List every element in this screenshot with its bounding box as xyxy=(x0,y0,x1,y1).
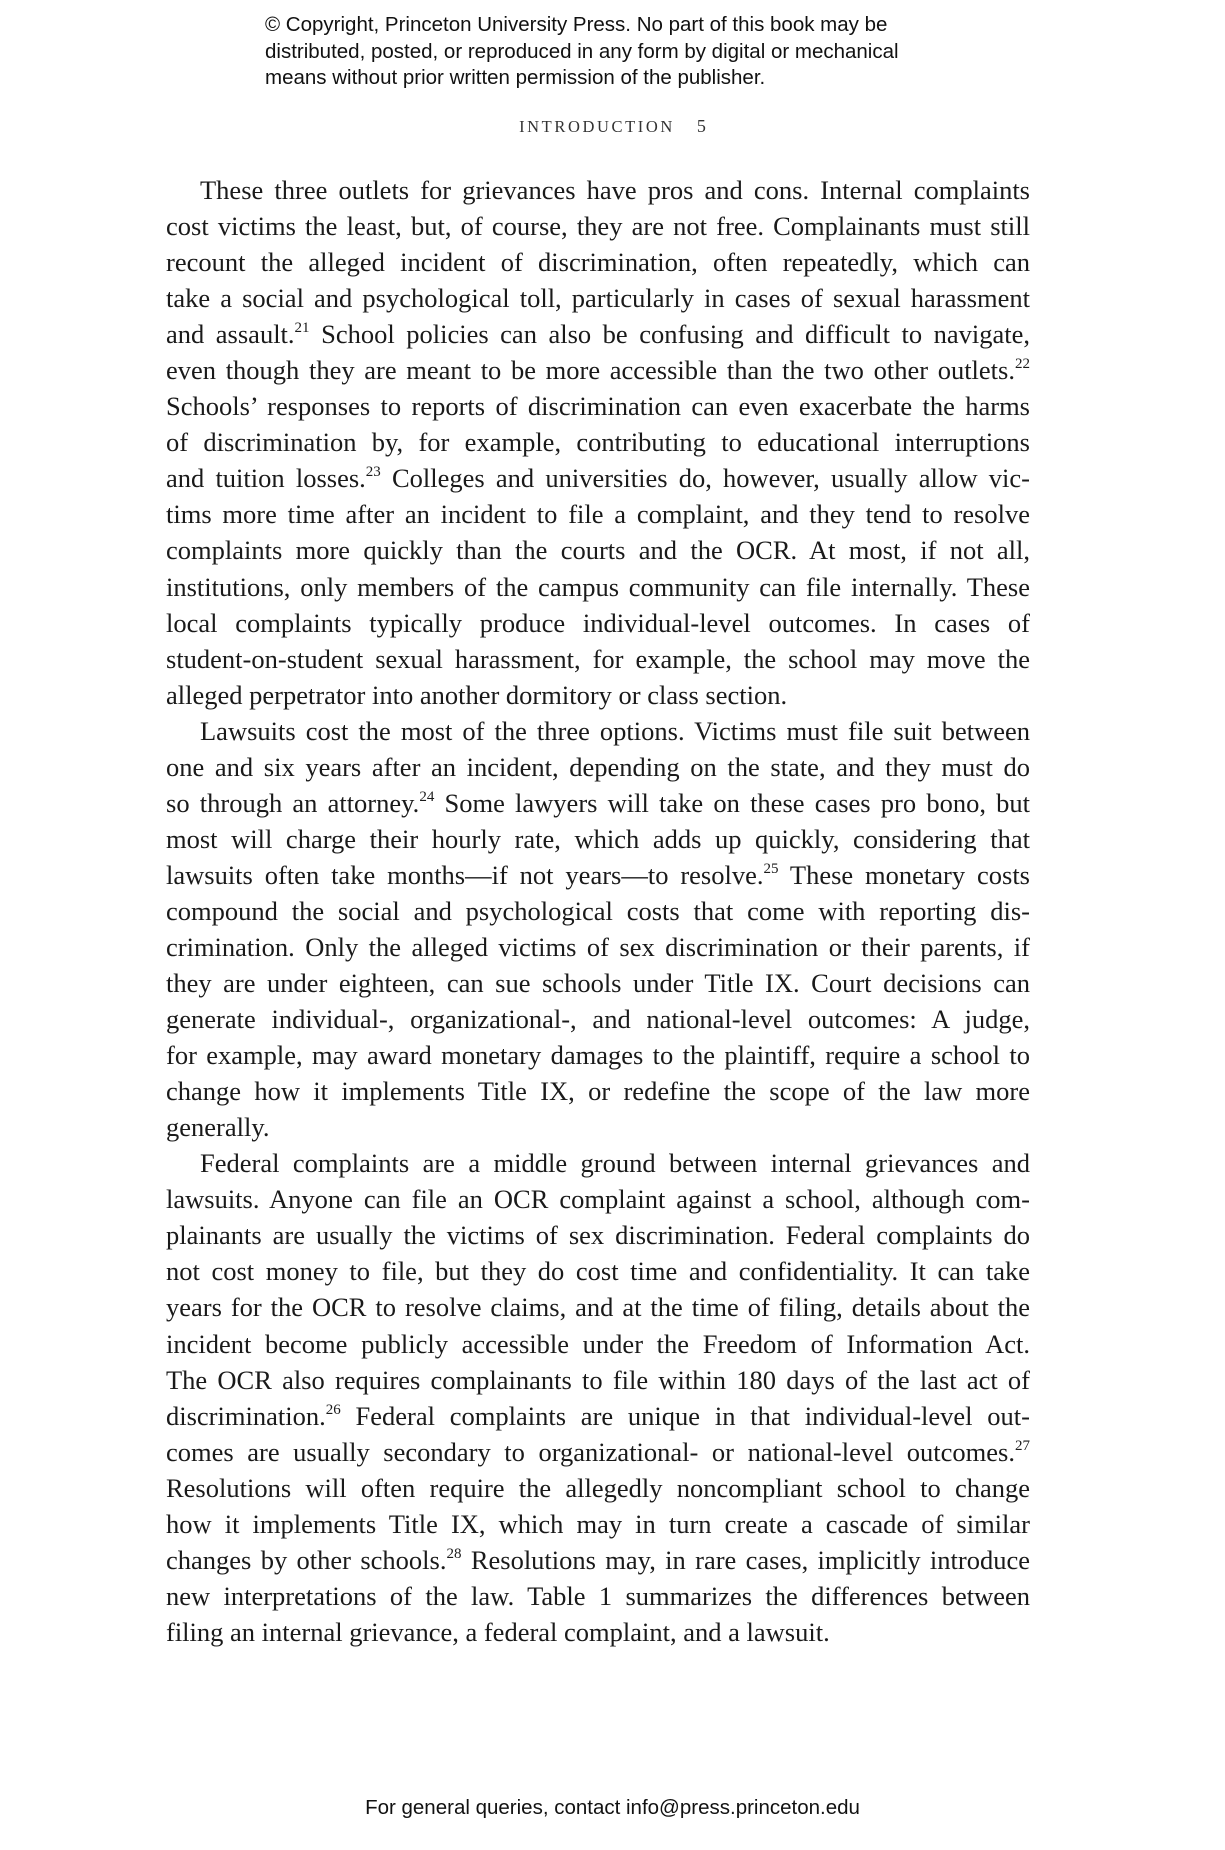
footnote-reference: 23 xyxy=(365,464,381,481)
footnote-reference: 27 xyxy=(1015,1437,1030,1454)
line-text: lawsuits. Anyone can file an OCR complaint against a school, although com- xyxy=(166,1184,1030,1215)
running-head xyxy=(0,116,1225,137)
text-line xyxy=(166,821,1030,857)
text-line xyxy=(166,749,1030,785)
line-text: change how it implements Title IX, or redefine the scope of the law more xyxy=(166,1076,1030,1107)
footnote-reference: 24 xyxy=(419,788,435,805)
text-line xyxy=(166,1217,1030,1253)
text-line xyxy=(166,893,1030,929)
line-text: changes by other schools.$^{28}$ Resolutions may, in rare cases, implicitly introduce xyxy=(166,1544,1030,1575)
section-title: INTRODUCTION xyxy=(519,117,675,136)
footnote-reference: 25 xyxy=(763,860,779,877)
text-line xyxy=(166,1181,1030,1217)
copyright-line: distributed, posted, or reproduced in any form by digital or mechanical xyxy=(265,39,899,63)
line-text: generally. xyxy=(166,1112,270,1143)
paragraph xyxy=(166,1145,1030,1650)
text-line xyxy=(166,605,1030,641)
line-text: new interpretations of the law. Table 1 summarizes the differences between xyxy=(166,1580,1030,1611)
line-text: even though they are meant to be more accessible than the two other outlets.$^{22}$ xyxy=(166,355,1030,386)
footnote-reference: 22 xyxy=(1015,356,1030,373)
line-text: plainants are usually the victims of sex discrimination. Federal complaints do xyxy=(166,1220,1030,1251)
line-text: they are under eighteen, can sue schools under Title IX. Court decisions can xyxy=(166,968,1030,999)
line-text: take a social and psychological toll, particularly in cases of sexual harassment xyxy=(166,283,1030,314)
line-text: These three outlets for grievances have pros and cons. Internal complaints xyxy=(200,175,1030,205)
line-text: most will charge their hourly rate, which adds up quickly, considering that xyxy=(166,823,1030,854)
text-line xyxy=(166,496,1030,532)
text-line xyxy=(166,1326,1030,1362)
text-line xyxy=(166,208,1030,244)
line-text: and assault.$^{21}$ School policies can also be confusing and difficult to navigate, xyxy=(166,319,1030,350)
paragraph xyxy=(166,172,1030,713)
text-line xyxy=(166,569,1030,605)
line-text: Resolutions will often require the allegedly noncompliant school to change xyxy=(166,1472,1030,1503)
line-text: Schools’ responses to reports of discrimination can even exacerbate the harms xyxy=(166,391,1030,422)
text-line xyxy=(166,1614,1030,1650)
text-line xyxy=(166,388,1030,424)
text-line xyxy=(166,1253,1030,1289)
text-line xyxy=(166,1506,1030,1542)
text-line xyxy=(166,1073,1030,1109)
text-line xyxy=(166,460,1030,496)
text-line xyxy=(166,1542,1030,1578)
page-number: 5 xyxy=(696,116,706,136)
line-text: so through an attorney.$^{24}$ Some lawyers will take on these cases pro bono, but xyxy=(166,787,1030,818)
text-line xyxy=(166,929,1030,965)
line-text: not cost money to file, but they do cost time and confidentiality. It can take xyxy=(166,1256,1030,1287)
line-text: how it implements Title IX, which may in turn create a cascade of similar xyxy=(166,1508,1030,1539)
footnote-reference: 21 xyxy=(294,320,310,337)
line-text: complaints more quickly than the courts and the OCR. At most, if not all, xyxy=(166,535,1030,566)
text-line xyxy=(166,424,1030,460)
line-text: and tuition losses.$^{23}$ Colleges and universities do, however, usually allow vic- xyxy=(166,463,1030,494)
text-line xyxy=(166,1001,1030,1037)
text-line xyxy=(166,1434,1030,1470)
text-line xyxy=(166,1145,1030,1181)
line-text: discrimination.$^{26}$ Federal complaints are unique in that individual-level out- xyxy=(166,1400,1030,1431)
footnote-reference: 26 xyxy=(325,1401,341,1418)
line-text: student-on-student sexual harassment, for example, the school may move the xyxy=(166,643,1030,674)
line-text: compound the social and psychological costs that come with reporting dis- xyxy=(166,895,1030,926)
line-text: years for the OCR to resolve claims, and at the time of filing, details about the xyxy=(166,1292,1030,1323)
line-text: Federal complaints are a middle ground between internal grievances and xyxy=(200,1148,1030,1179)
text-line xyxy=(166,1109,1030,1145)
footnote-reference: 28 xyxy=(446,1545,462,1562)
line-text: tims more time after an incident to file a complaint, and they tend to resolve xyxy=(166,499,1030,530)
copyright-line: © Copyright, Princeton University Press. No part of this book may be xyxy=(265,13,888,36)
line-text: filing an internal grievance, a federal complaint, and a lawsuit. xyxy=(166,1616,830,1647)
line-text: for example, may award monetary damages to the plaintiff, require a school to xyxy=(166,1040,1030,1071)
text-line xyxy=(166,1578,1030,1614)
text-line xyxy=(166,1289,1030,1325)
text-line xyxy=(166,641,1030,677)
text-line xyxy=(166,713,1030,749)
text-line xyxy=(166,172,1030,208)
line-text: incident become publicly accessible under the Freedom of Information Act. xyxy=(166,1328,1030,1359)
line-text: cost victims the least, but, of course, they are not free. Complainants must still xyxy=(166,211,1030,242)
line-text: The OCR also requires complainants to file within 180 days of the last act of xyxy=(166,1364,1030,1395)
line-text: of discrimination by, for example, contributing to educational interruptions xyxy=(166,427,1030,458)
text-line xyxy=(166,1037,1030,1073)
line-text: local complaints typically produce individual-level outcomes. In cases of xyxy=(166,607,1030,638)
line-text: comes are usually secondary to organizational- or national-level outcomes.$^{27}$ xyxy=(166,1436,1030,1467)
line-text: recount the alleged incident of discrimination, often repeatedly, which can xyxy=(166,247,1030,278)
text-line xyxy=(166,1470,1030,1506)
text-line xyxy=(166,316,1030,352)
text-line xyxy=(166,965,1030,1001)
body-text xyxy=(166,172,1030,1650)
line-text: one and six years after an incident, depending on the state, and they must do xyxy=(166,751,1030,782)
text-line xyxy=(166,1398,1030,1434)
copyright-notice xyxy=(265,12,985,92)
text-line xyxy=(166,532,1030,568)
line-text: lawsuits often take months—if not years—to resolve.$^{25}$ These monetary costs xyxy=(166,859,1030,890)
line-text: generate individual-, organizational-, and national-level outcomes: A judge, xyxy=(166,1004,1030,1035)
paragraph xyxy=(166,713,1030,1146)
line-text: Lawsuits cost the most of the three options. Victims must file suit between xyxy=(200,715,1030,746)
text-line xyxy=(166,785,1030,821)
text-line xyxy=(166,280,1030,316)
line-text: alleged perpetrator into another dormitory or class section. xyxy=(166,679,788,710)
text-line xyxy=(166,677,1030,713)
line-text: crimination. Only the alleged victims of sex discrimination or their parents, if xyxy=(166,931,1030,962)
text-line xyxy=(166,352,1030,388)
text-line xyxy=(166,857,1030,893)
text-line xyxy=(166,244,1030,280)
copyright-line: means without prior written permission of the publisher. xyxy=(265,66,766,89)
text-line xyxy=(166,1362,1030,1398)
footer-contact: For general queries, contact info@press.princeton.edu xyxy=(365,1796,860,1819)
line-text: institutions, only members of the campus community can file internally. These xyxy=(166,571,1030,602)
